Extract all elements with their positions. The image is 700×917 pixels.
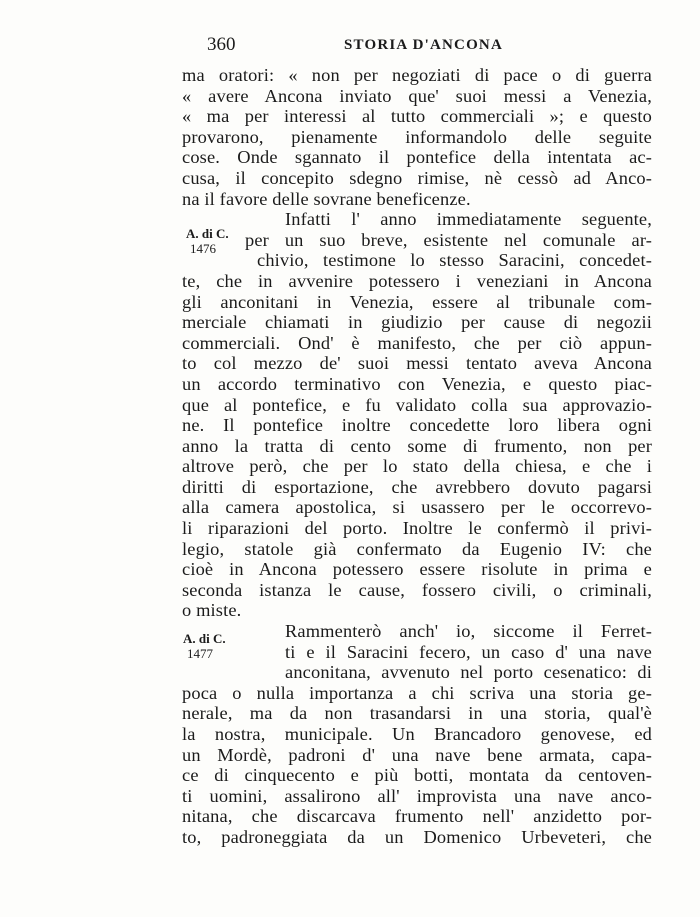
text-line: un accordo terminativo con Venezia, e questo piac- <box>182 373 652 394</box>
text-line: cusa, il concepito sdegno rimise, nè cessò ad Anco- <box>182 167 652 188</box>
text-line: gli anconitani in Venezia, essere al tribunale com- <box>182 291 652 312</box>
text-line: Rammenterò anch' io, siccome il Ferret- <box>285 621 652 642</box>
text-line: alla camera apostolica, si usassero per le occorrevo- <box>182 497 652 518</box>
margin-note-label: A. di C. <box>186 226 229 241</box>
text-line: seconda istanza le cause, fossero civili, o criminali, <box>182 579 652 600</box>
page-header <box>207 34 652 58</box>
text-line: to, padroneggiata da un Domenico Urbeveteri, che <box>182 826 652 847</box>
text-line: ma oratori: « non per negoziati di pace o di guerra <box>182 65 652 85</box>
margin-note-label: A. di C. <box>183 631 226 646</box>
text-line: merciale chiamati in giudizio per cause di negozii <box>182 312 652 333</box>
text-line: li riparazioni del porto. Inoltre le confermò il privi- <box>182 518 652 539</box>
text-line: ti uomini, assalirono all' improvista una nave anco- <box>182 785 652 806</box>
text-line: ce di cinquecento e più botti, montata da centoven- <box>182 765 652 786</box>
text-line: nitana, che discarcava frumento nell' anzidetto por- <box>182 806 652 827</box>
text-line: « avere Ancona inviato que' suoi messi a Venezia, <box>182 85 652 106</box>
text-line: la nostra, municipale. Un Brancadoro genovese, ed <box>182 724 652 744</box>
text-line: legio, statole già confermato da Eugenio IV: che <box>182 538 652 559</box>
text-line: Infatti l' anno immediatamente seguente, <box>285 209 652 230</box>
text-line: nerale, ma da non trasandarsi in una storia, qual'è <box>182 703 652 724</box>
text-line: cose. Onde sgannato il pontefice della intentata ac- <box>182 147 652 168</box>
text-line: anconitana, avvenuto nel porto cesenatico: di <box>285 662 652 683</box>
text-line: o miste. <box>182 600 242 621</box>
text-line: ti e il Saracini fecero, un caso d' una nave <box>285 641 652 662</box>
text-line: te, che in avvenire potessero i veneziani in Ancona <box>182 270 652 291</box>
running-title: STORIA D'ANCONA <box>344 37 503 53</box>
margin-note-year: 1476 <box>190 241 216 256</box>
text-line: diritti di esportazione, che avrebbero dovuto pagarsi <box>182 476 652 497</box>
text-line: que al pontefice, e fu validato colla sua approvazio- <box>182 394 652 415</box>
text-line: « ma per interessi al tutto commerciali »; e questo <box>182 106 652 127</box>
text-line: un Mordè, padroni d' una nave bene armata, capa- <box>182 744 652 765</box>
text-line: na il favore delle sovrane beneficenze. <box>182 188 471 209</box>
text-line: commerciali. Ond' è manifesto, che per ciò appun- <box>182 332 652 353</box>
text-line: anno la tratta di cento some di frumento, non per <box>182 435 652 456</box>
margin-note-year: 1477 <box>187 646 213 661</box>
text-line: provarono, pienamente informandolo delle seguite <box>182 126 652 147</box>
text-line: altrove però, che per lo stato della chiesa, e che i <box>182 456 652 477</box>
text-line: cioè in Ancona potessero essere risolute in prima e <box>182 559 652 580</box>
body-text <box>182 65 652 848</box>
text-line: to col mezzo de' suoi messi tentato aveva Ancona <box>182 353 652 374</box>
text-line: ne. Il pontefice inoltre concedette loro libera ogni <box>182 415 652 436</box>
page-number: 360 <box>207 34 236 55</box>
text-line: per un suo breve, esistente nel comunale ar- <box>245 229 652 250</box>
text-line: poca o nulla importanza a chi scriva una storia ge- <box>182 682 652 703</box>
text-line: chivio, testimone lo stesso Saracini, concedet- <box>257 250 652 271</box>
